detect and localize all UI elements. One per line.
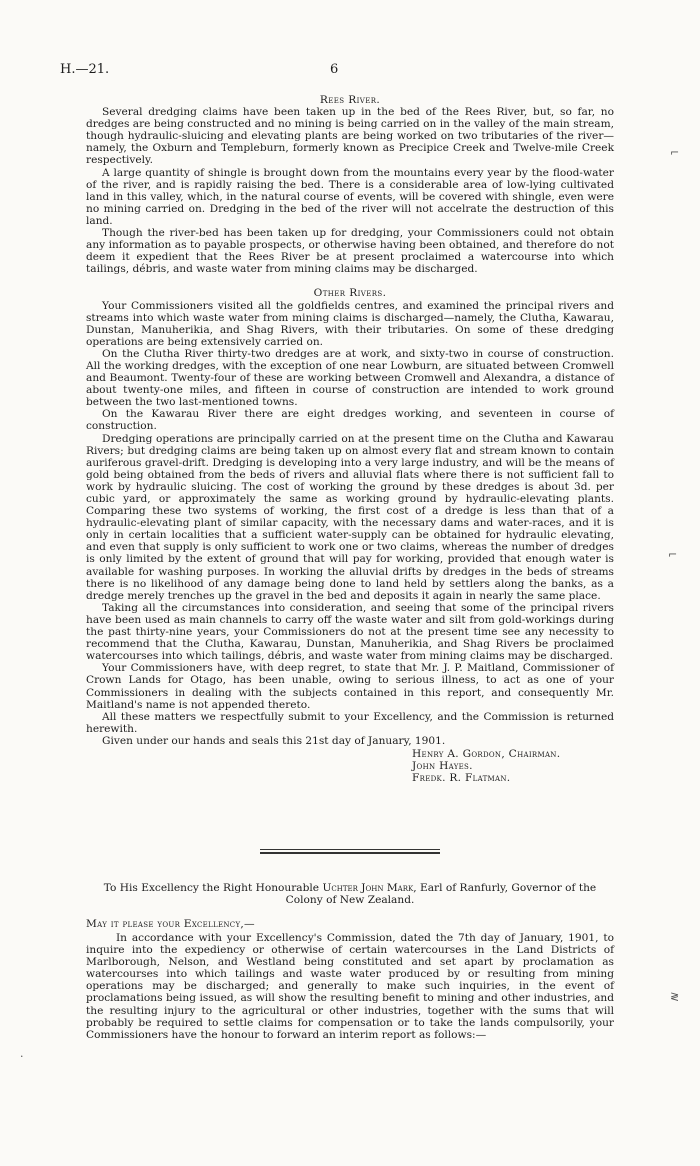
- page-number: 6: [330, 62, 339, 77]
- interim-report: [86, 932, 614, 1041]
- date-line: Given under our hands and seals this 21st day of January, 1901.: [102, 734, 446, 747]
- section-heading-rees: Rees River.: [319, 94, 381, 106]
- margin-mark: ⌐: [668, 548, 678, 561]
- margin-mark: ·: [20, 1050, 24, 1063]
- paragraph: Though the river-bed has been taken up for dredging, your Commissioners could not obtain any information as to payable prospects, or otherwise having been obtained, and therefore do not deem it expedient that the Rees River be at present proclaimed a watercourse into which tailings, débris, and waste water from mining claims may be discharged.: [86, 227, 614, 276]
- signature: John Hayes.: [412, 760, 473, 773]
- paragraph: On the Clutha River thirty-two dredges are at work, and sixty-two in course of construction. All the working dredges, with the exception of one near Lowburn, are situated between Cromwell and Beaumont. Twenty-four of these are working between Cromwell and Alexandra, a distance of about twenty-one miles, and fifteen in course of construction are intended to work ground between the two last-mentioned towns.: [86, 347, 614, 409]
- signature: Fredk. R. Flatman.: [412, 772, 511, 785]
- paragraph: Several dredging claims have been taken up in the bed of the Rees River, but, so far, no dredges are being constructed and no mining is being carried on in the valley of the main stream, though hydraulic-sluicing and elevating plants are being worked on two tributaries of the river—namely, the Oxburn and Templeburn, formerly known as Precipice Creek and Twelve-mile Creek respectively.: [86, 106, 614, 167]
- report-body: [86, 94, 614, 785]
- signature: Henry A. Gordon, Chairman.: [412, 747, 561, 760]
- section-divider: [260, 849, 440, 854]
- page-reference: H.—21.: [60, 62, 110, 77]
- paragraph: On the Kawarau River there are eight dredges working, and seventeen in course of construction.: [86, 408, 614, 433]
- paragraph: Your Commissioners visited all the goldfields centres, and examined the principal rivers and streams into which waste water from mining claims is discharged—namely, the Clutha, Kawarau, Dunstan, Manuherikia, and Shag Rivers, with their tributaries. On some of these dredging operations are being extensively carried on.: [86, 299, 614, 348]
- section-heading-other: Other Rivers.: [313, 287, 387, 300]
- signature-block: [86, 748, 614, 785]
- paragraph: In accordance with your Excellency's Commission, dated the 7th day of January, 1901, to inquire into the expediency or otherwise of certain watercourses in the Land Districts of Marlborough, Nelson, and Westland being constituted and set apart by proclamation as watercourses into which tailings and waste water produced by or resulting from mining operations may be discharged; and generally to make such inquiries, in the event of proclamations being issued, as will show the resulting benefit to mining and other industries, and the resulting injury to the agricultural or other industries, together with the sums that will probably be required to settle claims for compensation or to take the lands compulsorily, your Commissioners have the honour to forward an interim report as follows:—: [86, 932, 614, 1041]
- margin-mark: ≷: [670, 990, 680, 1003]
- address-prefix: To His Excellency the Right Honourable: [103, 882, 320, 894]
- paragraph: Your Commissioners have, with deep regret, to state that Mr. J. P. Maitland, Commissioner of Crown Lands for Otago, has been unable, owing to serious illness, to act as one of your Commissioners in dealing with the subjects contained in this report, and consequently Mr. Maitland's name is not appended thereto.: [86, 662, 614, 711]
- paragraph: A large quantity of shingle is brought down from the mountains every year by the flood-water of the river, and is rapidly raising the bed. There is a considerable area of low-lying cultivated land in this valley, which, in the natural course of events, will be covered with shingle, even were no mining carried on. Dredging in the bed of the river will not accelrate the destruction of this land.: [86, 166, 614, 227]
- address-suffix: , Earl of Ranfurly, Governor of the Colony of New Zealand.: [285, 882, 597, 907]
- paragraph: All these matters we respectfully submit to your Excellency, and the Commission is returned herewith.: [86, 710, 614, 735]
- paragraph: Taking all the circumstances into consideration, and seeing that some of the principal rivers have been used as main channels to carry off the waste water and silt from gold-workings during the past thirty-nine years, your Commissioners do not at the present time see any necessity to recommend that the Clutha, Kawarau, Dunstan, Manuherikia, and Shag Rivers be proclaimed watercourses into which tailings, débris, and waste water from mining claims may be discharged.: [86, 601, 614, 663]
- paragraph: Dredging operations are principally carried on at the present time on the Clutha and Kawarau Rivers; but dredging claims are being taken up on almost every flat and stream known to contain auriferous gravel-drift. Dredging is developing into a very large industry, and will be the means of gold being obtained from the beds of rivers and alluvial flats where there is not sufficient fall to work by hydraulic sluicing. The cost of working the ground by these dredges is about 3d. per cubic yard, or approximately the same as working ground by hydraulic-elevating plants. Comparing these two systems of working, the first cost of a dredge is less than that of a hydraulic-elevating plant of similar capacity, with the necessary dams and water-races, and it is only in certain localities that a sufficient water-supply can be obtained for hydraulic elevating, and even that supply is only sufficient to work one or two claims, whereas the number of dredges is only limited by the extent of ground that will pay for working, provided that enough water is available for washing purposes. In working the alluvial drifts by dredges in the beds of streams there is no likelihood of any damage being done to land held by settlers along the banks, as a dredge merely trenches up the gravel in the bed and deposits it again in nearly the same place.: [86, 432, 614, 602]
- salutation: May it please your Excellency,—: [86, 918, 255, 930]
- address-block: [86, 882, 614, 906]
- governor-name: Uchter John Mark: [322, 882, 414, 894]
- margin-mark: ⌐: [670, 146, 680, 159]
